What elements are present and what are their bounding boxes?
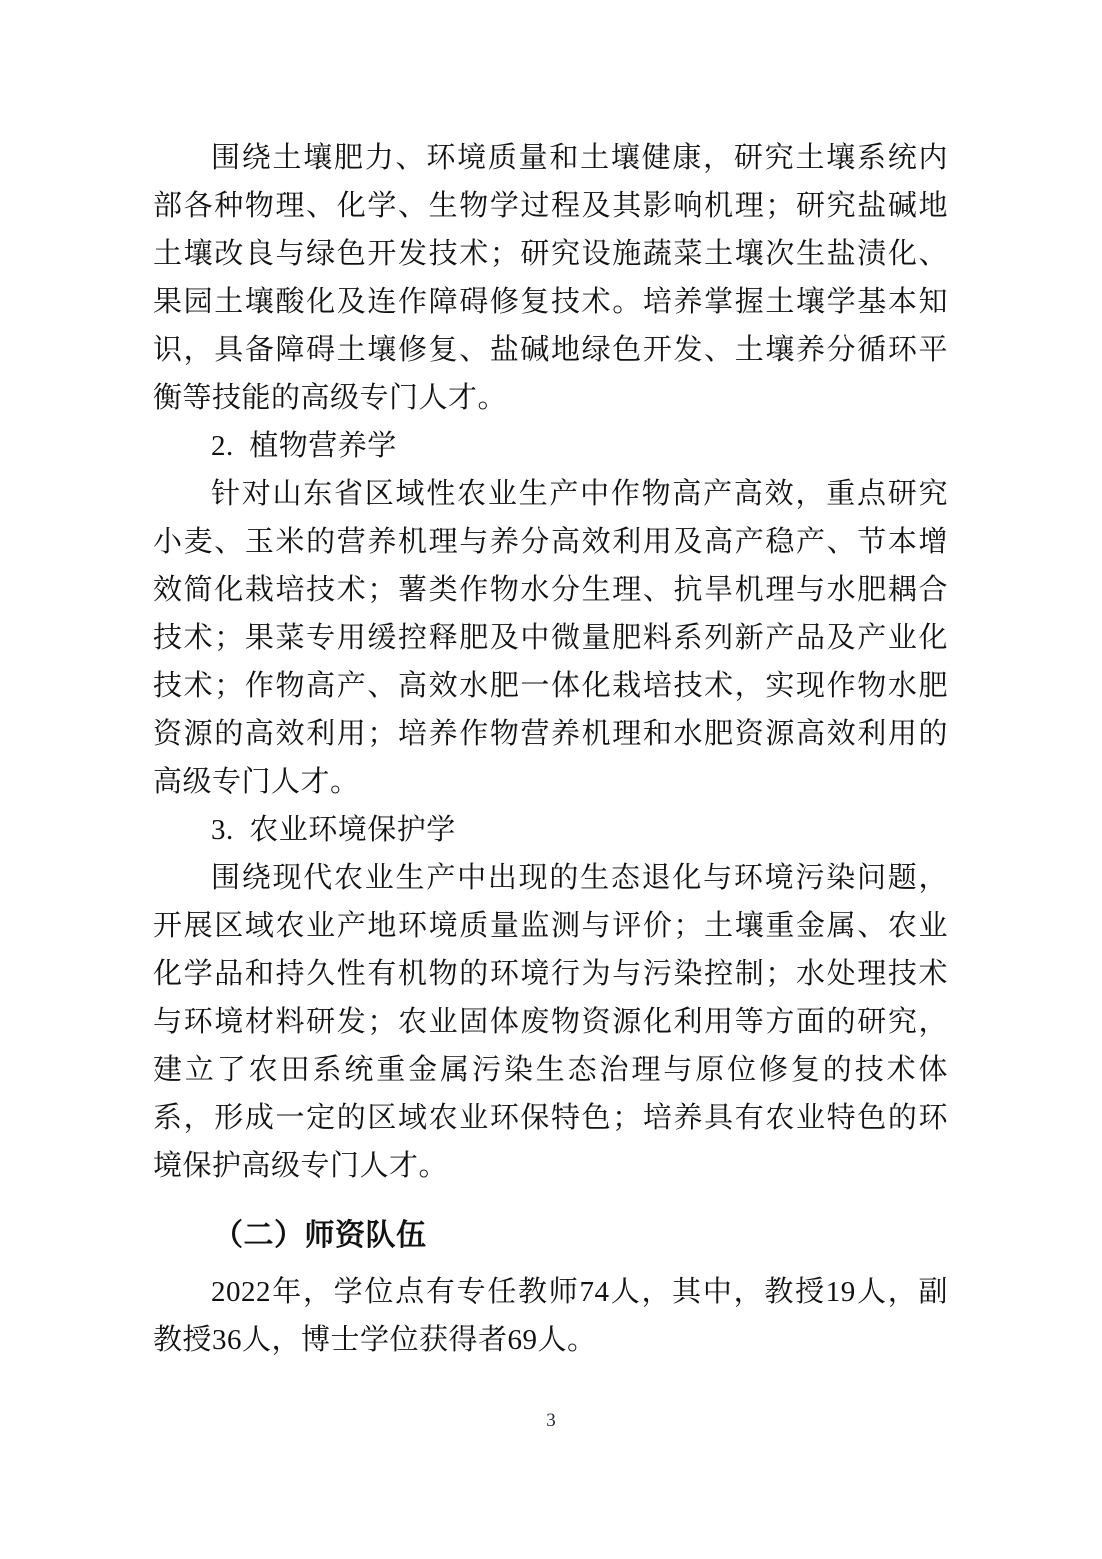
paragraph-agri-environment: 围绕现代农业生产中出现的生态退化与环境污染问题，开展区域农业产地环境质量监测与评价；土壤重金属、农业化学品和持久性有机物的环境行为与污染控制；水处理技术与环境材料研发；农业固体废物资源化利用等方面的研究，建立了农田系统重金属污染生态治理与原位修复的技术体系，形成一定的区域农业环保特色；培养具有农业特色的环境保护高级专门人才。 (153, 862, 948, 1182)
page-number: 3 (546, 1410, 556, 1431)
list-item-agri-environment: 3. 农业环境保护学 (211, 814, 456, 846)
paragraph-soil-science: 围绕土壤肥力、环境质量和土壤健康，研究土壤系统内部各种物理、化学、生物学过程及其影响机理；研究盐碱地土壤改良与绿色开发技术；研究设施蔬菜土壤次生盐渍化、果园土壤酸化及连作障碍修复技术。培养掌握土壤学基本知识，具备障碍土壤修复、盐碱地绿色开发、土壤养分循环平衡等技能的高级专门人才。 (153, 142, 948, 414)
paragraph-faculty-stats: 2022年，学位点有专任教师74人，其中，教授19人，副教授36人，博士学位获得者69人。 (153, 1276, 948, 1356)
document-body (153, 134, 948, 1364)
paragraph-plant-nutrition: 针对山东省区域性农业生产中作物高产高效，重点研究小麦、玉米的营养机理与养分高效利用及高产稳产、节本增效简化栽培技术；薯类作物水分生理、抗旱机理与水肥耦合技术；果菜专用缓控释肥及中微量肥料系列新产品及产业化技术；作物高产、高效水肥一体化栽培技术，实现作物水肥资源的高效利用；培养作物营养机理和水肥资源高效利用的高级专门人才。 (153, 478, 948, 798)
list-item-plant-nutrition: 2. 植物营养学 (211, 430, 397, 462)
section-heading-faculty: （二）师资队伍 (213, 1219, 427, 1252)
